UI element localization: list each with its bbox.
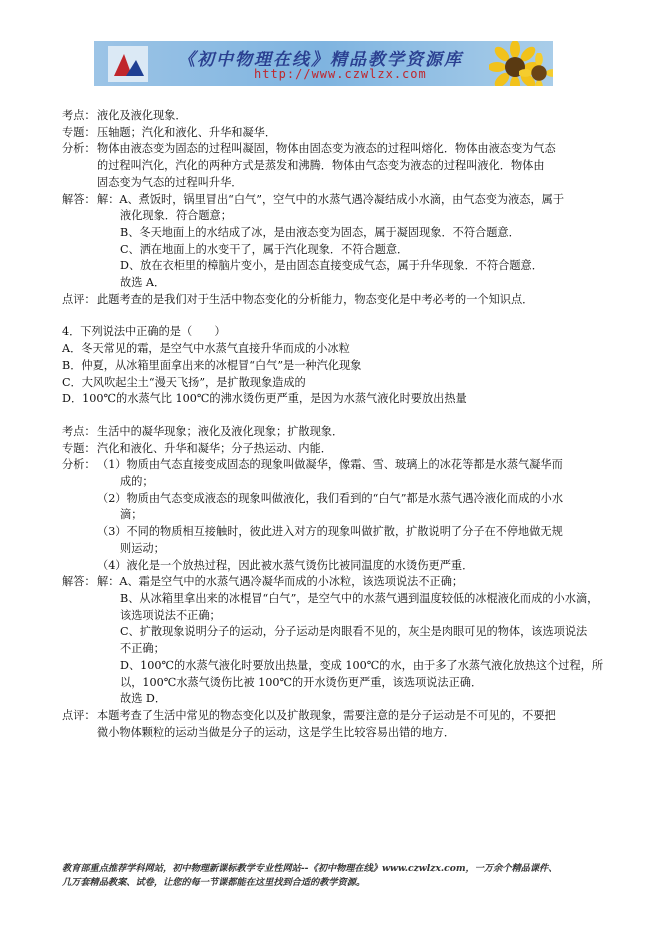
text-line: 物体由液态变为固态的过程叫凝固，物体由固态变为液态的过程叫熔化．物体由液态变为气态 xyxy=(97,142,556,156)
text-line: 微小物体颗粒的运动当做是分子的运动，这是学生比较容易出错的地方． xyxy=(97,725,456,739)
label: 点评： xyxy=(62,292,96,306)
text-line: 解：A、煮饭时，锅里冒出“白气”，空气中的水蒸气遇冷凝结成小水滴，由气态变为液态，属于 xyxy=(97,192,565,206)
q3-kaodian xyxy=(62,108,602,125)
text-line: 本题考查了生活中常见的物态变化以及扩散现象，需要注意的是分子运动是不可见的，不要把 xyxy=(97,708,556,722)
label: 专题： xyxy=(62,441,96,455)
banner-title: 《初中物理在线》精品教学资源库 xyxy=(178,50,463,70)
text-line: 该选项说法不正确； xyxy=(120,608,221,622)
text-line: B、从冰箱里拿出来的冰棍冒“白气”，是空气中的水蒸气遇到温度较低的冰棍液化而成的小水滴， xyxy=(120,591,599,605)
page-footer xyxy=(62,862,607,890)
text-line: （3）不同的物质相互接触时，彼此进入对方的现象叫做扩散，扩散说明了分子在不停地做无规 xyxy=(97,525,563,539)
text-line: 成的； xyxy=(120,475,154,489)
label: 解答： xyxy=(62,575,96,589)
label: 分析： xyxy=(62,142,96,156)
sunflower-icon xyxy=(519,53,553,86)
text: 此题考查的是我们对于生活中物态变化的分析能力，物态变化是中考必考的一个知识点． xyxy=(97,292,534,306)
option-c: C．大风吹起尘土“漫天飞扬”，是扩散现象造成的 xyxy=(62,375,306,389)
text-line: （2）物质由气态变成液态的现象叫做液化，我们看到的“白气”都是水蒸气遇冷液化而成的小水 xyxy=(97,491,564,505)
q4-fenxi xyxy=(62,457,602,574)
text: 生活中的凝华现象；液化及液化现象；扩散现象． xyxy=(97,424,344,438)
q4-dianping xyxy=(62,708,602,741)
text-line: 的过程叫汽化，汽化的两种方式是蒸发和沸腾．物体由气态变为液态的过程叫液化．物体由 xyxy=(97,159,545,173)
document-body xyxy=(62,108,602,741)
footer-line: 教育部重点推荐学科网站，初中物理新课标教学专业性网站--《初中物理在线》www.czwlzx.com，一万余个精品课件、 xyxy=(62,863,558,874)
header-banner xyxy=(94,41,553,86)
text: 汽化和液化、升华和凝华；分子热运动、内能． xyxy=(97,441,332,455)
q3-zhuanti xyxy=(62,125,602,142)
label: 专题： xyxy=(62,125,96,139)
text-line: 滴； xyxy=(120,508,143,522)
text-line: 则运动； xyxy=(120,541,165,555)
text-line: C、洒在地面上的水变干了，属于汽化现象．不符合题意． xyxy=(120,242,409,256)
site-logo-icon xyxy=(108,46,148,82)
label: 考点： xyxy=(62,109,96,122)
option-a: A．冬天常见的霜，是空气中水蒸气直接升华而成的小冰粒 xyxy=(62,342,350,356)
label: 点评： xyxy=(62,708,96,722)
text-line: 液化现象．符合题意； xyxy=(120,209,232,223)
option-d: D．100℃的水蒸气比 100℃的沸水烫伤更严重，是因为水蒸气液化时要放出热量 xyxy=(62,392,467,406)
text: 液化及液化现象． xyxy=(97,109,187,122)
text-line: D、100℃的水蒸气液化时要放出热量，变成 100℃的水，由于多了水蒸气液化放热这个过程，所 xyxy=(120,658,604,672)
text-line: （4）液化是一个放热过程，因此被水蒸气烫伤比被同温度的水烫伤更严重． xyxy=(97,558,474,572)
q3-fenxi xyxy=(62,141,602,191)
q3-jieda xyxy=(62,192,602,292)
text-line: 故选 D． xyxy=(120,692,167,706)
text: 压轴题；汽化和液化、升华和凝华． xyxy=(97,125,277,139)
q4-zhuanti xyxy=(62,441,602,458)
text-line: 故选 A． xyxy=(120,276,166,290)
question-stem: 4．下列说法中正确的是（ ） xyxy=(62,325,226,339)
text-line: 以，100℃水蒸气烫伤比被 100℃的开水烫伤更严重，该选项说法正确． xyxy=(120,675,483,689)
text-line: 不正确； xyxy=(120,642,165,656)
label: 考点： xyxy=(62,424,96,438)
text-line: D、放在衣柜里的樟脑片变小，是由固态直接变成气态，属于升华现象．不符合题意． xyxy=(120,259,543,273)
banner-url[interactable]: http://www.czwlzx.com xyxy=(254,67,427,81)
text-line: （1）物质由气态直接变成固态的现象叫做凝华，像霜、雪、玻璃上的冰花等都是水蒸气凝华而 xyxy=(97,458,563,472)
q4-kaodian xyxy=(62,424,602,441)
text-line: B、冬天地面上的水结成了冰，是由液态变为固态，属于凝固现象．不符合题意． xyxy=(120,225,520,239)
q4-jieda xyxy=(62,574,602,708)
text-line: C、扩散现象说明分子的运动，分子运动是肉眼看不见的，灰尘是肉眼可见的物体，该选项说法 xyxy=(120,625,588,639)
label: 分析： xyxy=(62,458,96,472)
footer-line: 几万套精品教案、试卷，让您的每一节课都能在这里找到合适的教学资源。 xyxy=(62,877,366,888)
text-line: 固态变为气态的过程叫升华． xyxy=(97,175,243,189)
label: 解答： xyxy=(62,192,96,206)
text-line: 解：A、霜是空气中的水蒸气遇冷凝华而成的小冰粒，该选项说法不正确； xyxy=(97,575,464,589)
q3-dianping xyxy=(62,292,602,309)
option-b: B．仲夏，从冰箱里面拿出来的冰棍冒“白气”是一种汽化现象 xyxy=(62,358,362,372)
